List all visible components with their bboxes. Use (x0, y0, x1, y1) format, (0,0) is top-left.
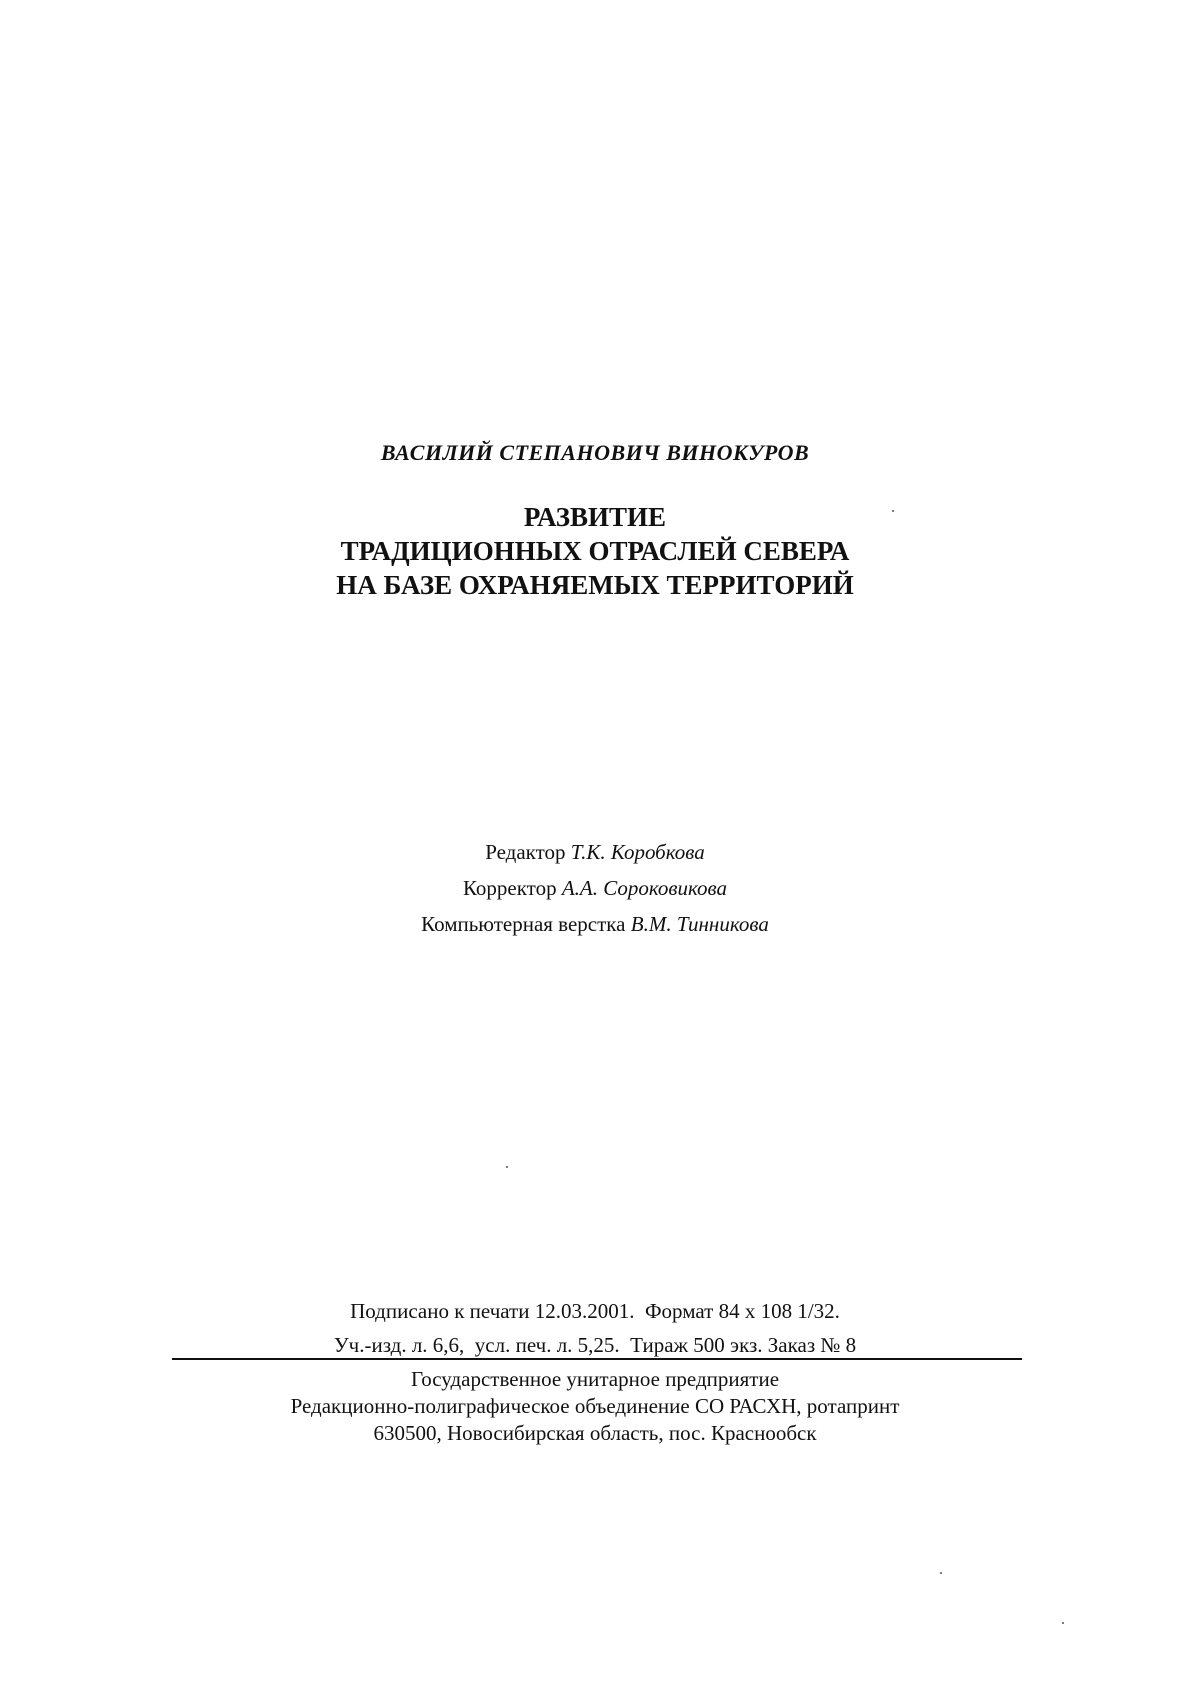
book-title (0, 500, 1190, 602)
title-line: ТРАДИЦИОННЫХ ОТРАСЛЕЙ СЕВЕРА (340, 536, 850, 566)
divider-rule (172, 1358, 1022, 1360)
publisher-block (0, 1366, 1190, 1447)
credit-person: А.А. Сороковикова (561, 876, 728, 900)
credit-person: Т.К. Коробкова (570, 840, 705, 864)
imprint-block (0, 1294, 1190, 1362)
publisher-line: Государственное унитарное предприятие (410, 1367, 780, 1391)
credit-person: В.М. Тинникова (630, 912, 769, 936)
scan-speck (892, 510, 894, 512)
credit-editor (0, 834, 1190, 870)
credit-layout (0, 906, 1190, 942)
imprint-line: Подписано к печати 12.03.2001. Формат 84 x 108 1/32. (350, 1299, 840, 1323)
credit-role: Компьютерная верстка (421, 912, 626, 936)
title-line: РАЗВИТИЕ (523, 502, 667, 532)
author-name: ВАСИЛИЙ СТЕПАНОВИЧ ВИНОКУРОВ (380, 440, 810, 465)
credit-proofreader (0, 870, 1190, 906)
credit-role: Редактор (485, 840, 566, 864)
title-line: НА БАЗЕ ОХРАНЯЕМЫХ ТЕРРИТОРИЙ (336, 570, 854, 600)
scan-speck (1062, 1622, 1064, 1624)
credit-role: Корректор (462, 876, 557, 900)
publisher-line: Редакционно-полиграфическое объединение СО РАСХН, ротапринт (290, 1394, 900, 1418)
publisher-line: 630500, Новосибирская область, пос. Краснообск (373, 1421, 817, 1445)
scan-speck (940, 1572, 942, 1574)
credits-block (0, 834, 1190, 942)
scan-speck (506, 1166, 508, 1168)
imprint-line: Уч.-изд. л. 6,6, усл. печ. л. 5,25. Тираж 500 экз. Заказ № 8 (333, 1333, 857, 1357)
